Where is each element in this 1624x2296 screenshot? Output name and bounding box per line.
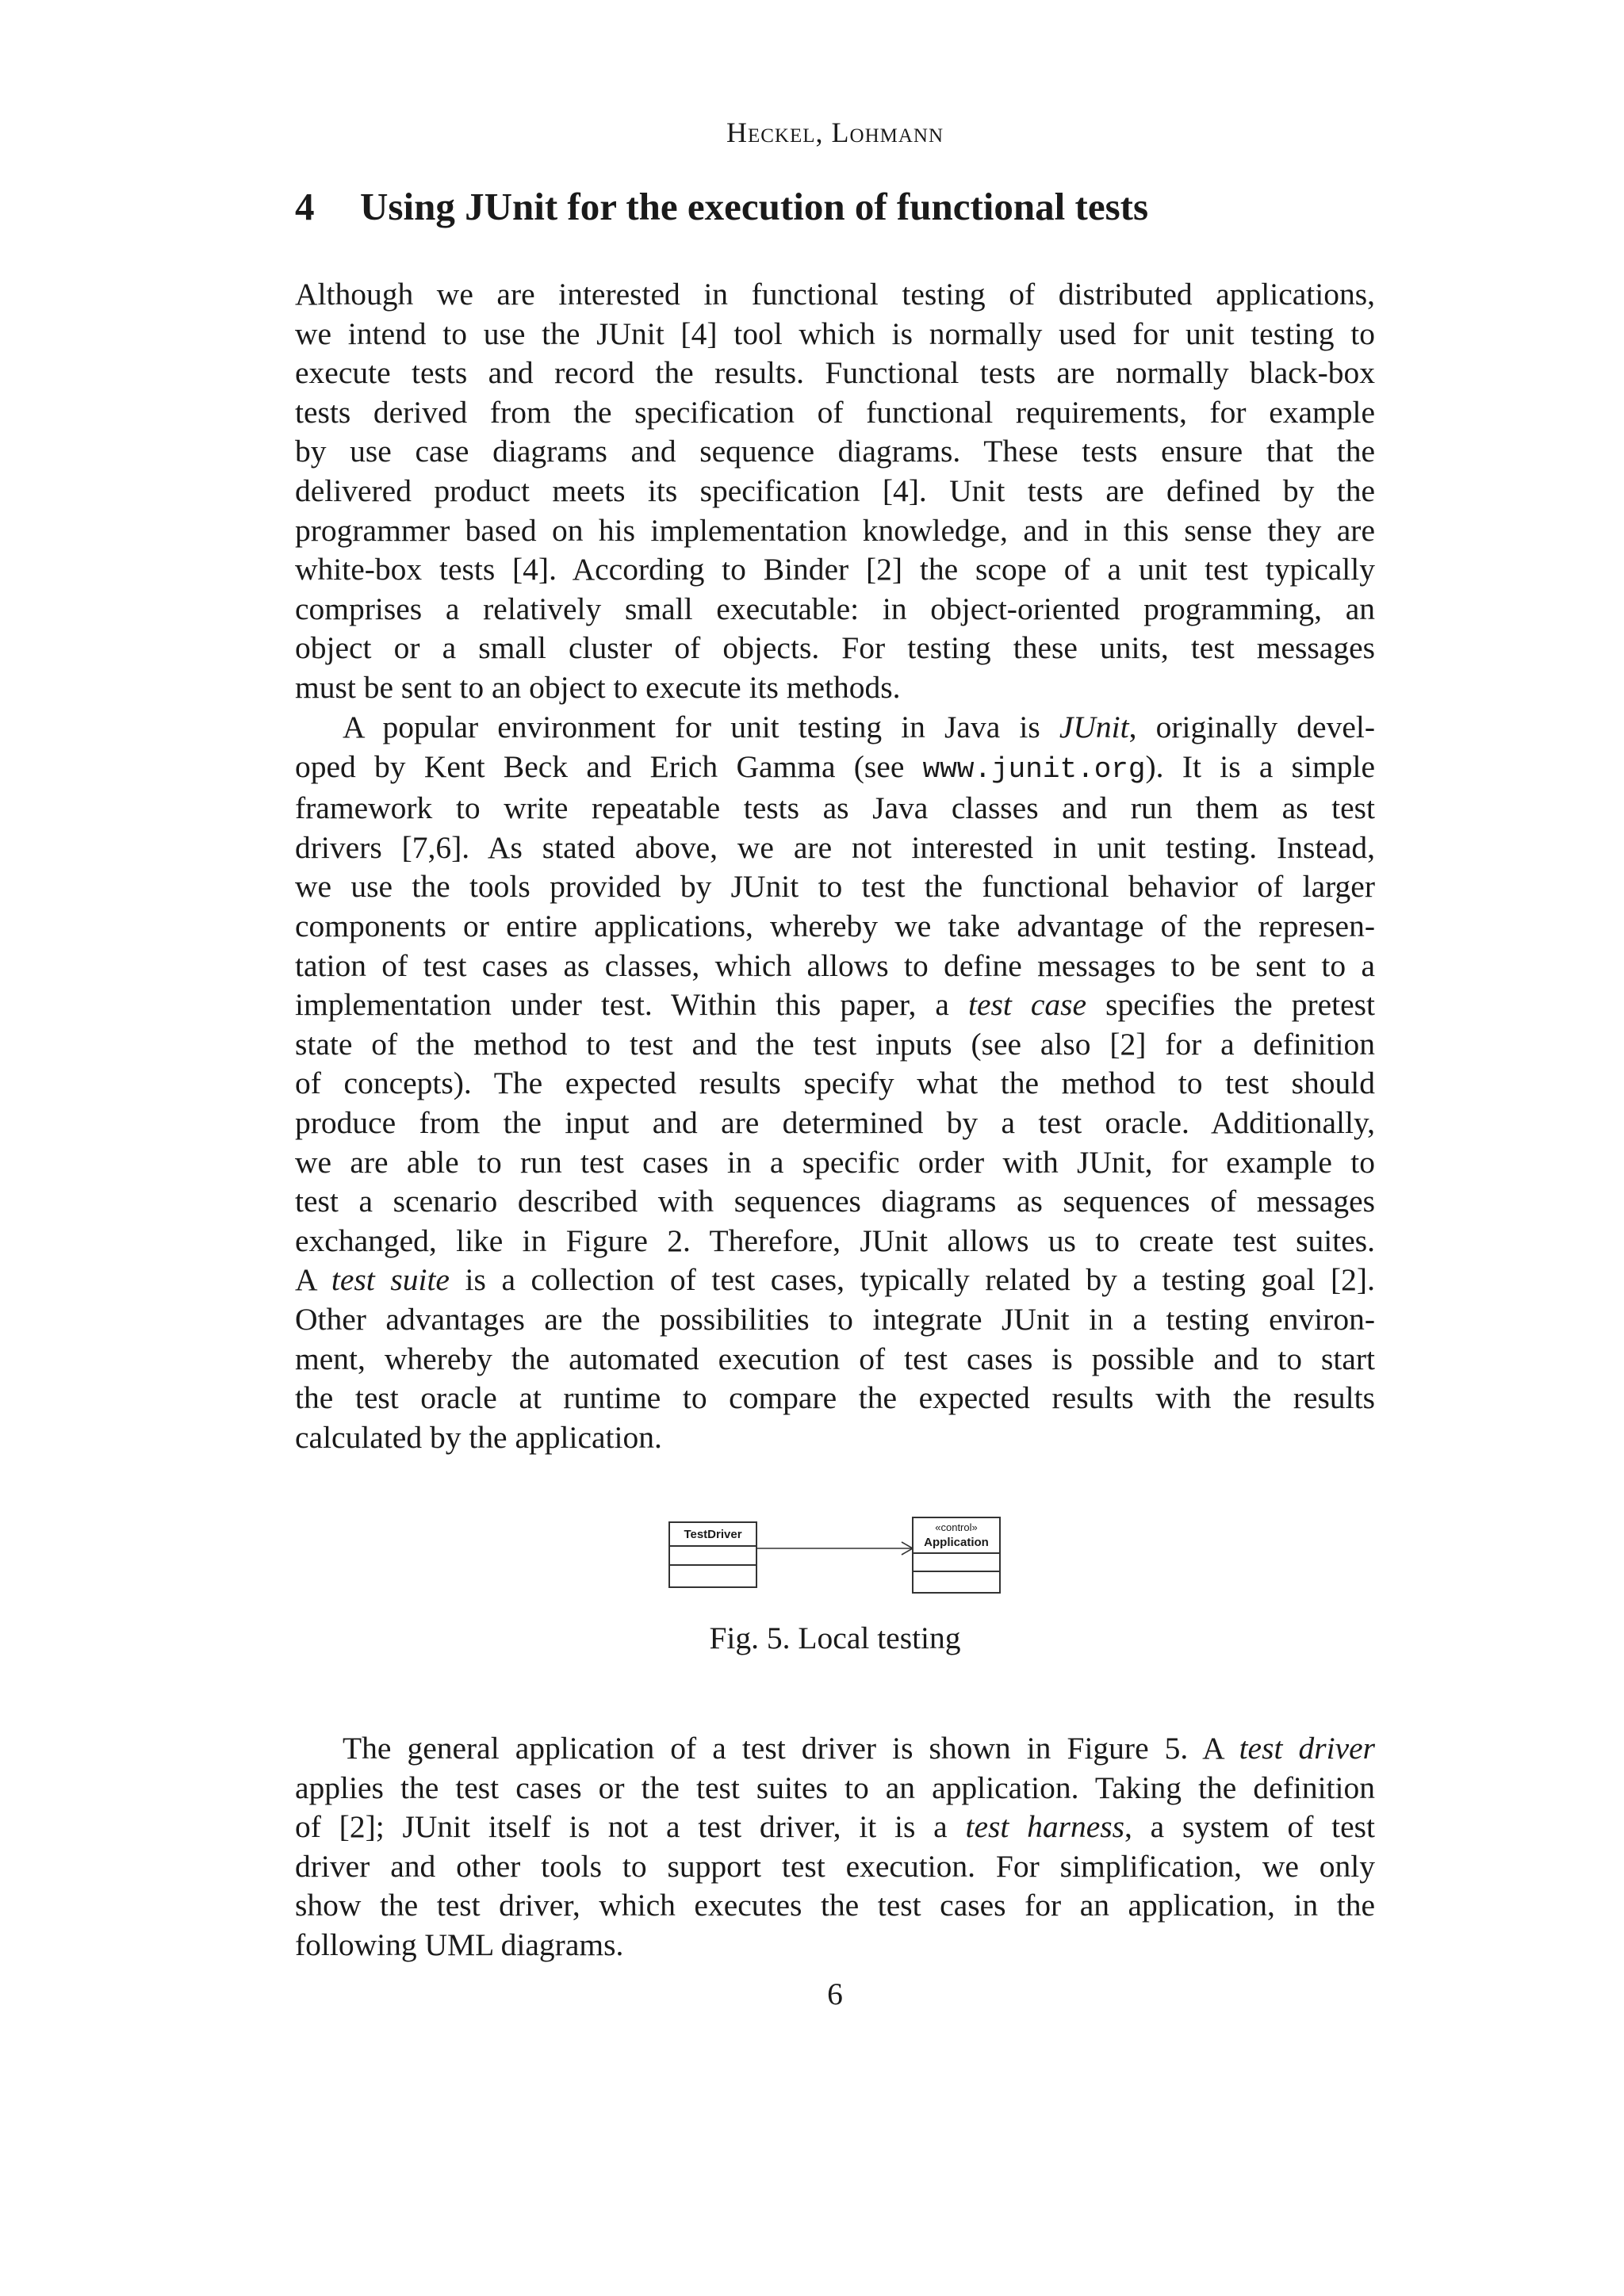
text-line: Other advantages are the possibilities to integrate JUnit in a testing environ- [295,1301,1375,1337]
text-line: oped by Kent Beck and Erich Gamma (see www.junit.org). It is a simple [295,748,1375,786]
text-line: A popular environment for unit testing in Java is JUnit, originally devel- [343,710,1375,744]
testdriver-class-name: TestDriver [684,1528,742,1541]
text-line: must be sent to an object to execute its methods. [295,669,901,705]
section-heading [295,184,1375,229]
text-line: drivers [7,6]. As stated above, we are not interested in unit testing. Instead, [295,829,1375,865]
text-line: framework to write repeatable tests as Java classes and run them as test [295,790,1375,826]
paragraph-1 [295,275,1375,708]
page-number: 6 [827,1976,843,2011]
dependency-arrow [756,1542,913,1555]
application-stereotype: «control» [935,1521,978,1533]
text-line: tests derived from the specification of functional requirements, for example [295,394,1375,430]
text-line: produce from the input and are determined by a test oracle. Additionally, [295,1104,1375,1140]
running-header: Heckel, Lohmann [726,117,944,148]
paragraph-2 [295,708,1375,1457]
text-line: implementation under test. Within this paper, a test case specifies the pretest [295,987,1375,1023]
text-line: tation of test cases as classes, which allows to define messages to be sent to a [295,947,1375,983]
text-line: execute tests and record the results. Functional tests are normally black-box [295,355,1375,391]
text-line: calculated by the application. [295,1419,662,1455]
application-class-box [913,1517,1000,1593]
figure-5-uml-diagram [295,1505,1375,1600]
emphasis-test-suite: test suite [331,1262,450,1298]
paper-page [295,0,1375,2296]
figure-caption: Fig. 5. Local testing [709,1621,961,1655]
text-line: we intend to use the JUnit [4] tool which is normally used for unit testing to [295,316,1375,351]
paragraph-3 [295,1729,1375,1965]
text-line: the test oracle at runtime to compare the expected results with the results [295,1380,1375,1416]
section-number: 4 [295,185,315,228]
text-line: The general application of a test driver is shown in Figure 5. A test driver [343,1731,1375,1766]
text-line: we are able to run test cases in a specific order with JUnit, for example to [295,1144,1375,1180]
text-line: driver and other tools to support test execution. For simplification, we only [295,1848,1375,1884]
text-line: state of the method to test and the test inputs (see also [2] for a definition [295,1026,1375,1062]
text-line: of [2]; JUnit itself is not a test driver, it is a test harness, a system of test [295,1809,1376,1845]
text-line: test a scenario described with sequences diagrams as sequences of messages [295,1184,1375,1219]
emphasis-test-driver: test driver [1239,1731,1375,1766]
text-line: object or a small cluster of objects. For testing these units, test messages [295,630,1375,666]
section-title: Using JUnit for the execution of functional tests [360,185,1149,228]
text-line: ment, whereby the automated execution of test cases is possible and to start [295,1341,1375,1376]
text-line: comprises a relatively small executable: in object-oriented programming, an [295,591,1375,626]
text-line: Although we are interested in functional testing of distributed applications, [295,277,1375,312]
text-line: we use the tools provided by JUnit to test the functional behavior of larger [295,869,1375,905]
text-line: white-box tests [4]. According to Binder [2] the scope of a unit test typically [295,552,1375,587]
text-line: exchanged, like in Figure 2. Therefore, JUnit allows us to create test suites. [295,1223,1375,1258]
testdriver-class-box [669,1522,756,1587]
emphasis-junit: JUnit [1059,710,1129,744]
uml-class-diagram [295,1505,1375,1600]
text-line: A test suite is a collection of test cases, typically related by a testing goal [2]. [295,1262,1375,1298]
text-line: applies the test cases or the test suites to an application. Taking the definition [295,1770,1375,1805]
emphasis-test-case: test case [967,987,1087,1023]
text-line: components or entire applications, whereby we take advantage of the represen- [295,908,1375,943]
text-line: programmer based on his implementation knowledge, and in this sense they are [295,512,1375,548]
emphasis-test-harness: test harness [965,1809,1125,1845]
text-line: show the test driver, which executes the test cases for an application, in the [295,1888,1375,1923]
text-line: by use case diagrams and sequence diagrams. These tests ensure that the [295,434,1375,469]
text-line: following UML diagrams. [295,1927,624,1962]
junit-url-link[interactable]: www.junit.org [922,752,1146,786]
text-line: delivered product meets its specification [4]. Unit tests are defined by the [295,473,1375,508]
text-line: of concepts). The expected results specify what the method to test should [295,1066,1375,1101]
application-class-name: Application [924,1536,989,1549]
